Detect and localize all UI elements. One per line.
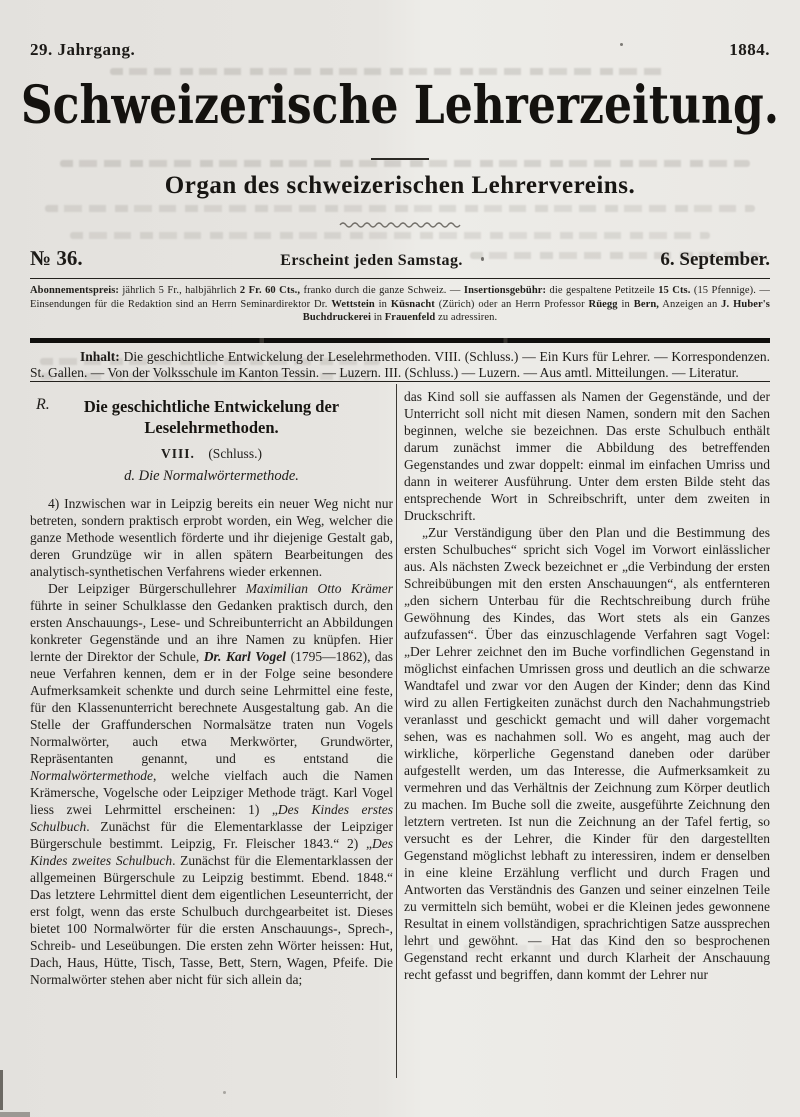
- horizontal-rule: [30, 278, 770, 279]
- bleed-through-artifact: [70, 232, 710, 239]
- paragraph: Der Leipziger Bürgerschullehrer Maximilian Otto Krämer führte in seiner Schulklasse den Gedanken praktisch durch, den ersten Anschauungs-, Lese- und Schreibunterricht an Abbildungen konkreter Gegenstände und an ihre Namen zu knüpfen. Hier lernte der Direktor der Schule, Dr. Karl Vogel (1795—1862), das neue Verfahren kennen, dem er in der Folge seine besondere Aufmerksamkeit schenkte und durch seine Lehrmittel eine feste, für den Klassenunterricht berechnete Ausgestaltung gab. An die Stelle der Graffunderschen Normalsätze traten nun Vogels Normalwörter, auch etwa Merkwörter, Grundwörter, Repräsentanten genannt, und es entstand die Normalwörtermethode, welche vielfach auch die Namen Krämersche, Vogelsche oder Leipziger Methode trägt. Karl Vogel liess zwei Lehrmittel erscheinen: 1) „Des Kindes erstes Schulbuch. Zunächst für die Elementarklasse der Leipziger Bürgerschule bestimmt. Leipzig, Fr. Fleischer 1843.“ 2) „Des Kindes zweites Schulbuch. Zunächst für die Elementarklassen der allgemeinen Bürgerschule zu Leipzig bestimmt. Ebend. 1848.“ Das letztere Lehrmittel dient dem eigentlichen Leseunterricht, der erst folgt, wenn das erste Schulbuch durchgearbeitet ist. Dieses bietet 100 Normalwörter für die ersten Anschauungs-, Sprech-, Schreib- und Leseübungen. Die ersten zehn Wörter heissen: Hut, Dach, Haus, Hütte, Tisch, Tasse, Bett, Stern, Wagen, Pfeife. Die Normalwörter stehen aber nicht für sich allein da;: [30, 581, 394, 987]
- edge-smudge: [0, 1112, 30, 1117]
- subscription-info-block: Abonnementspreis: jährlich 5 Fr., halbjährlich 2 Fr. 60 Cts., franko durch die ganze Schweiz. — Insertionsgebühr: die gespaltene Petitzeile 15 Cts. (15 Pfennige). — Einsendungen für die Redaktion sind an Herrn Seminardirektor Dr. Wettstein in Küsnacht (Zürich) oder an Herrn Professor Rüegg in Bern, Anzeigen an J. Huber's Buchdruckerei in Frauenfeld zu adressiren.: [30, 285, 770, 323]
- horizontal-rule: [30, 381, 770, 382]
- article-title-line2: Leselehrmethoden.: [144, 418, 279, 437]
- journal-subtitle: Organ des schweizerischen Lehrervereins.: [164, 172, 636, 199]
- article-title-line1: Die geschichtliche Entwickelung der: [83, 397, 340, 416]
- author-initial: R.: [36, 396, 50, 413]
- year-label: 1884.: [729, 40, 770, 59]
- scan-speck: [223, 1091, 226, 1094]
- issue-date: 6. September.: [660, 249, 770, 270]
- article-part-number: VIII.: [161, 446, 195, 461]
- article-part-line: [30, 445, 393, 462]
- right-column-text: [404, 388, 770, 983]
- title-divider-rule: [371, 158, 429, 160]
- issue-number: № 36.: [30, 246, 83, 270]
- paragraph: 4) Inzwischen war in Leipzig bereits ein neuer Weg nicht nur betreten, sondern praktisch erprobt worden, ein Weg, welcher die ganze Methode wesentlich förderte und ihr diejenige Gestalt gab, deren Grundzüge wir in allen spätern Bearbeitungen des analytisch-synthetischen Verfahrens wieder erkennen.: [30, 496, 393, 579]
- column-divider-rule: [396, 384, 397, 1078]
- paragraph: „Zur Verständigung über den Plan und die Bestimmung des ersten Schulbuches“ spricht sich Vogel im Vorwort einlässlicher aus. Als nächsten Zweck bezeichnet er „die Verbindung der ersten Schreibübungen mit den ersten Anschauungen“, als entfernteren „den sichern Unterbau für die Rechtschreibung durch frühe Gewöhnung des Kindes, das Wort stets als ein Ganzes aufzufassen“. Über das einzuschlagende Verfahren sagt Vogel: „Der Lehrer zeichnet den im Buche vorfindlichen Gegenstand in möglichst einfachen Umrissen gross und deutlich an die schwarze Wandtafel und zwar vor den Augen der Kinder; denn das Kind wird zu allen Fertigkeiten zunächst durch den Nachahmungstrieb veranlasst und geschickt gemacht und will daher vorgemacht sehen, was es nachahmen soll. Wo es angeht, mag auch der wirkliche, körperliche Gegenstand daneben oder darüber aufgestellt werden, um das Interesse, die Aufmerksamkeit zu vermehren und das Verhältnis der Zeichnung zum Körper deutlich zu machen. Im Buche soll die zweite, ausgeführte Zeichnung den letztern vertreten. Ist nun die Zeichnung an der Tafel fertig, so versucht es der Lehrer, die Kinder für den dargestellten Gegenstand möglichst lebhaft zu interessiren, indem er denselben in eine kleine Erzählung verflicht und durch Fragen und Antworten das Verständnis des Ganzen und seiner einzelnen Teile zu vermitteln sich bemüht, wobei er die Kleinen jedes gewonnene Resultat in einem vollständigen, sprachrichtigen Satze aussprechen lehrt und gewöhnt. — Hat das Kind den so besprochenen Gegenstand recht erkannt und durch Klarheit der Anschauung recht gefasst und begriffen, dann kommt der Lehrer nur: [404, 525, 770, 982]
- section-heading: d. Die Normalwörtermethode.: [124, 468, 299, 484]
- left-column: [30, 388, 393, 1077]
- article-heading: [30, 388, 393, 485]
- volume-label: 29. Jahrgang.: [30, 40, 136, 59]
- left-column-text: [30, 495, 393, 988]
- squiggle-ornament: [338, 220, 462, 230]
- scan-speck: [481, 257, 484, 261]
- thick-divider-bar: [30, 338, 770, 343]
- journal-title: Schweizerische Lehrerzeitung.: [20, 76, 780, 137]
- publish-frequency: Erscheint jeden Samstag.: [280, 252, 463, 269]
- paragraph: das Kind soll sie auffassen als Namen der Gegenstände, und der Unterricht soll nicht mit diesen Namen, sondern mit den Sachen beginnen, welche sie bezeichnen. Das erste Schulbuch enthält darum zunächst immer die Abbildung des betreffenden Gegenstandes und zwar doppelt: einmal im einfachen Umriss und dann in weiterer Ausführung. Unter dem ersten Bilde steht das entsprechende Wort in Schreibschrift, unter dem zweiten in Druckschrift.: [404, 389, 770, 523]
- bleed-through-artifact: [60, 160, 750, 167]
- masthead-topline: [30, 40, 770, 60]
- right-column: [404, 388, 770, 1077]
- bleed-through-artifact: [45, 205, 755, 212]
- table-of-contents: Inhalt: Die geschichtliche Entwickelung der Leselehrmethoden. VIII. (Schluss.) — Ein Kurs für Lehrer. — Korrespondenzen. St. Gallen. — Von der Volksschule im Kanton Tessin. — Luzern. III. (Schluss.) — Luzern. — Aus amtl. Mitteilungen. — Literatur.: [30, 349, 770, 380]
- issue-info-row: [30, 246, 770, 271]
- edge-smudge: [0, 1070, 3, 1110]
- scan-speck: [620, 43, 623, 46]
- article-part-note: (Schluss.): [208, 446, 262, 461]
- bleed-through-artifact: [110, 68, 670, 75]
